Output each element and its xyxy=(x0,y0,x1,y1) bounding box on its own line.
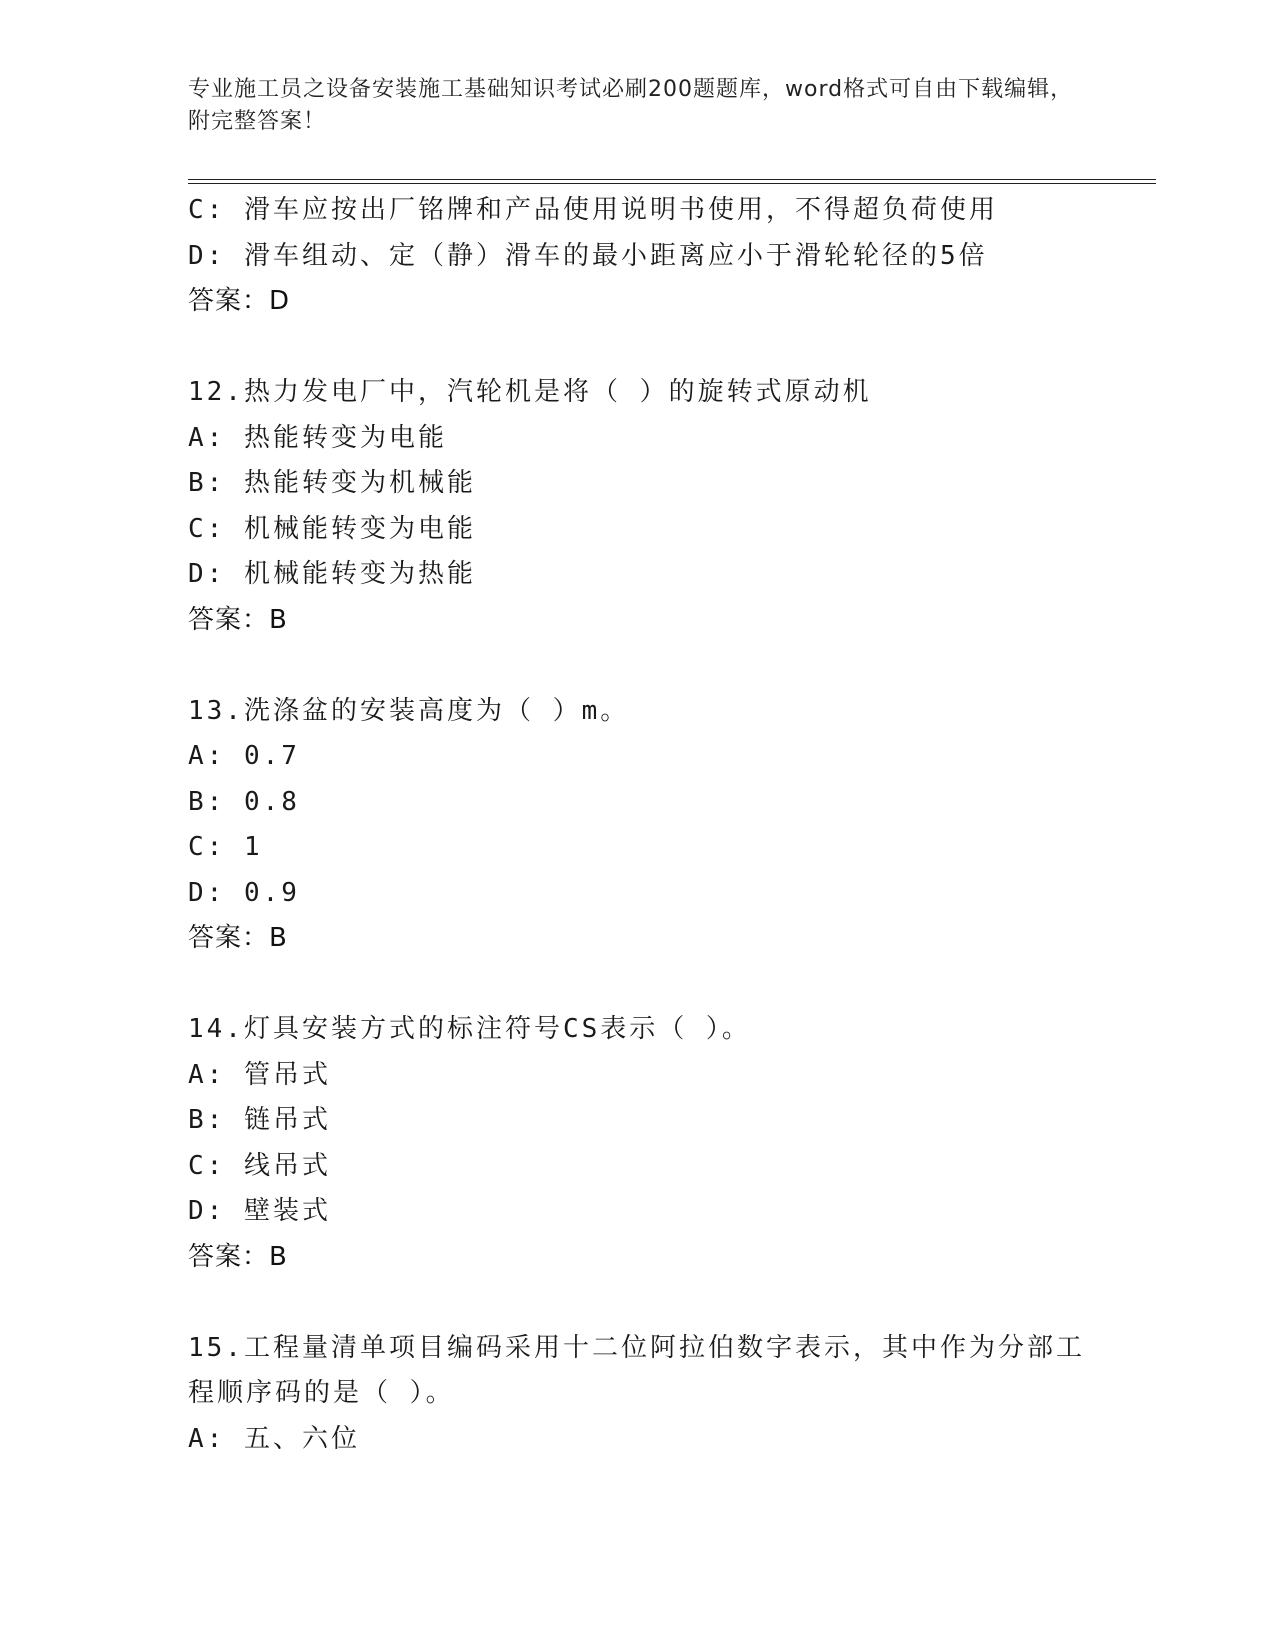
question-stem: 15.工程量清单项目编码采用十二位阿拉伯数字表示，其中作为分部工程顺序码的是（ ）。 xyxy=(188,1332,1085,1408)
spacer xyxy=(188,325,1088,371)
option-a: A: 热能转变为电能 xyxy=(188,422,447,453)
option-a: A: 0.7 xyxy=(188,741,300,771)
header-title: 专业施工员之设备安装施工基础知识考试必刷200题题库，word格式可自由下载编辑，附完整答案！ xyxy=(188,77,1074,134)
document-body xyxy=(188,188,1088,1462)
option-a: A: 五、六位 xyxy=(188,1423,360,1454)
question-14 xyxy=(188,1007,1088,1280)
question-stem: 12.热力发电厂中，汽轮机是将（ ）的旋转式原动机 xyxy=(188,377,872,407)
question-fragment xyxy=(188,188,1088,325)
question-stem: 14.灯具安装方式的标注符号CS表示（ ）。 xyxy=(188,1014,751,1044)
option-c: C: 1 xyxy=(188,832,263,862)
question-12 xyxy=(188,370,1088,643)
option-d: D: 机械能转变为热能 xyxy=(188,559,476,589)
document-header xyxy=(188,74,1088,138)
option-d: D: 壁装式 xyxy=(188,1196,331,1226)
option-b: B: 0.8 xyxy=(188,786,300,817)
header-rule-top xyxy=(188,179,1156,180)
spacer xyxy=(188,1280,1088,1326)
spacer xyxy=(188,962,1088,1008)
option-c: C: 滑车应按出厂铭牌和产品使用说明书使用，不得超负荷使用 xyxy=(188,195,998,225)
option-b: B: 热能转变为机械能 xyxy=(188,468,476,498)
option-c: C: 机械能转变为电能 xyxy=(188,513,476,544)
header-rule-bottom xyxy=(188,183,1156,184)
question-13 xyxy=(188,689,1088,962)
answer-line: 答案：B xyxy=(188,604,288,635)
answer-line: 答案：B xyxy=(188,923,288,953)
option-a: A: 管吊式 xyxy=(188,1059,331,1090)
question-stem: 13.洗涤盆的安装高度为（ ）m。 xyxy=(188,695,630,726)
question-15 xyxy=(188,1326,1088,1463)
option-d: D: 滑车组动、定（静）滑车的最小距离应小于滑轮轮径的5倍 xyxy=(188,240,988,271)
answer-line: 答案：D xyxy=(188,286,291,316)
option-b: B: 链吊式 xyxy=(188,1105,331,1135)
option-c: C: 线吊式 xyxy=(188,1150,331,1181)
answer-line: 答案：B xyxy=(188,1241,288,1272)
spacer xyxy=(188,643,1088,689)
option-d: D: 0.9 xyxy=(188,877,300,908)
